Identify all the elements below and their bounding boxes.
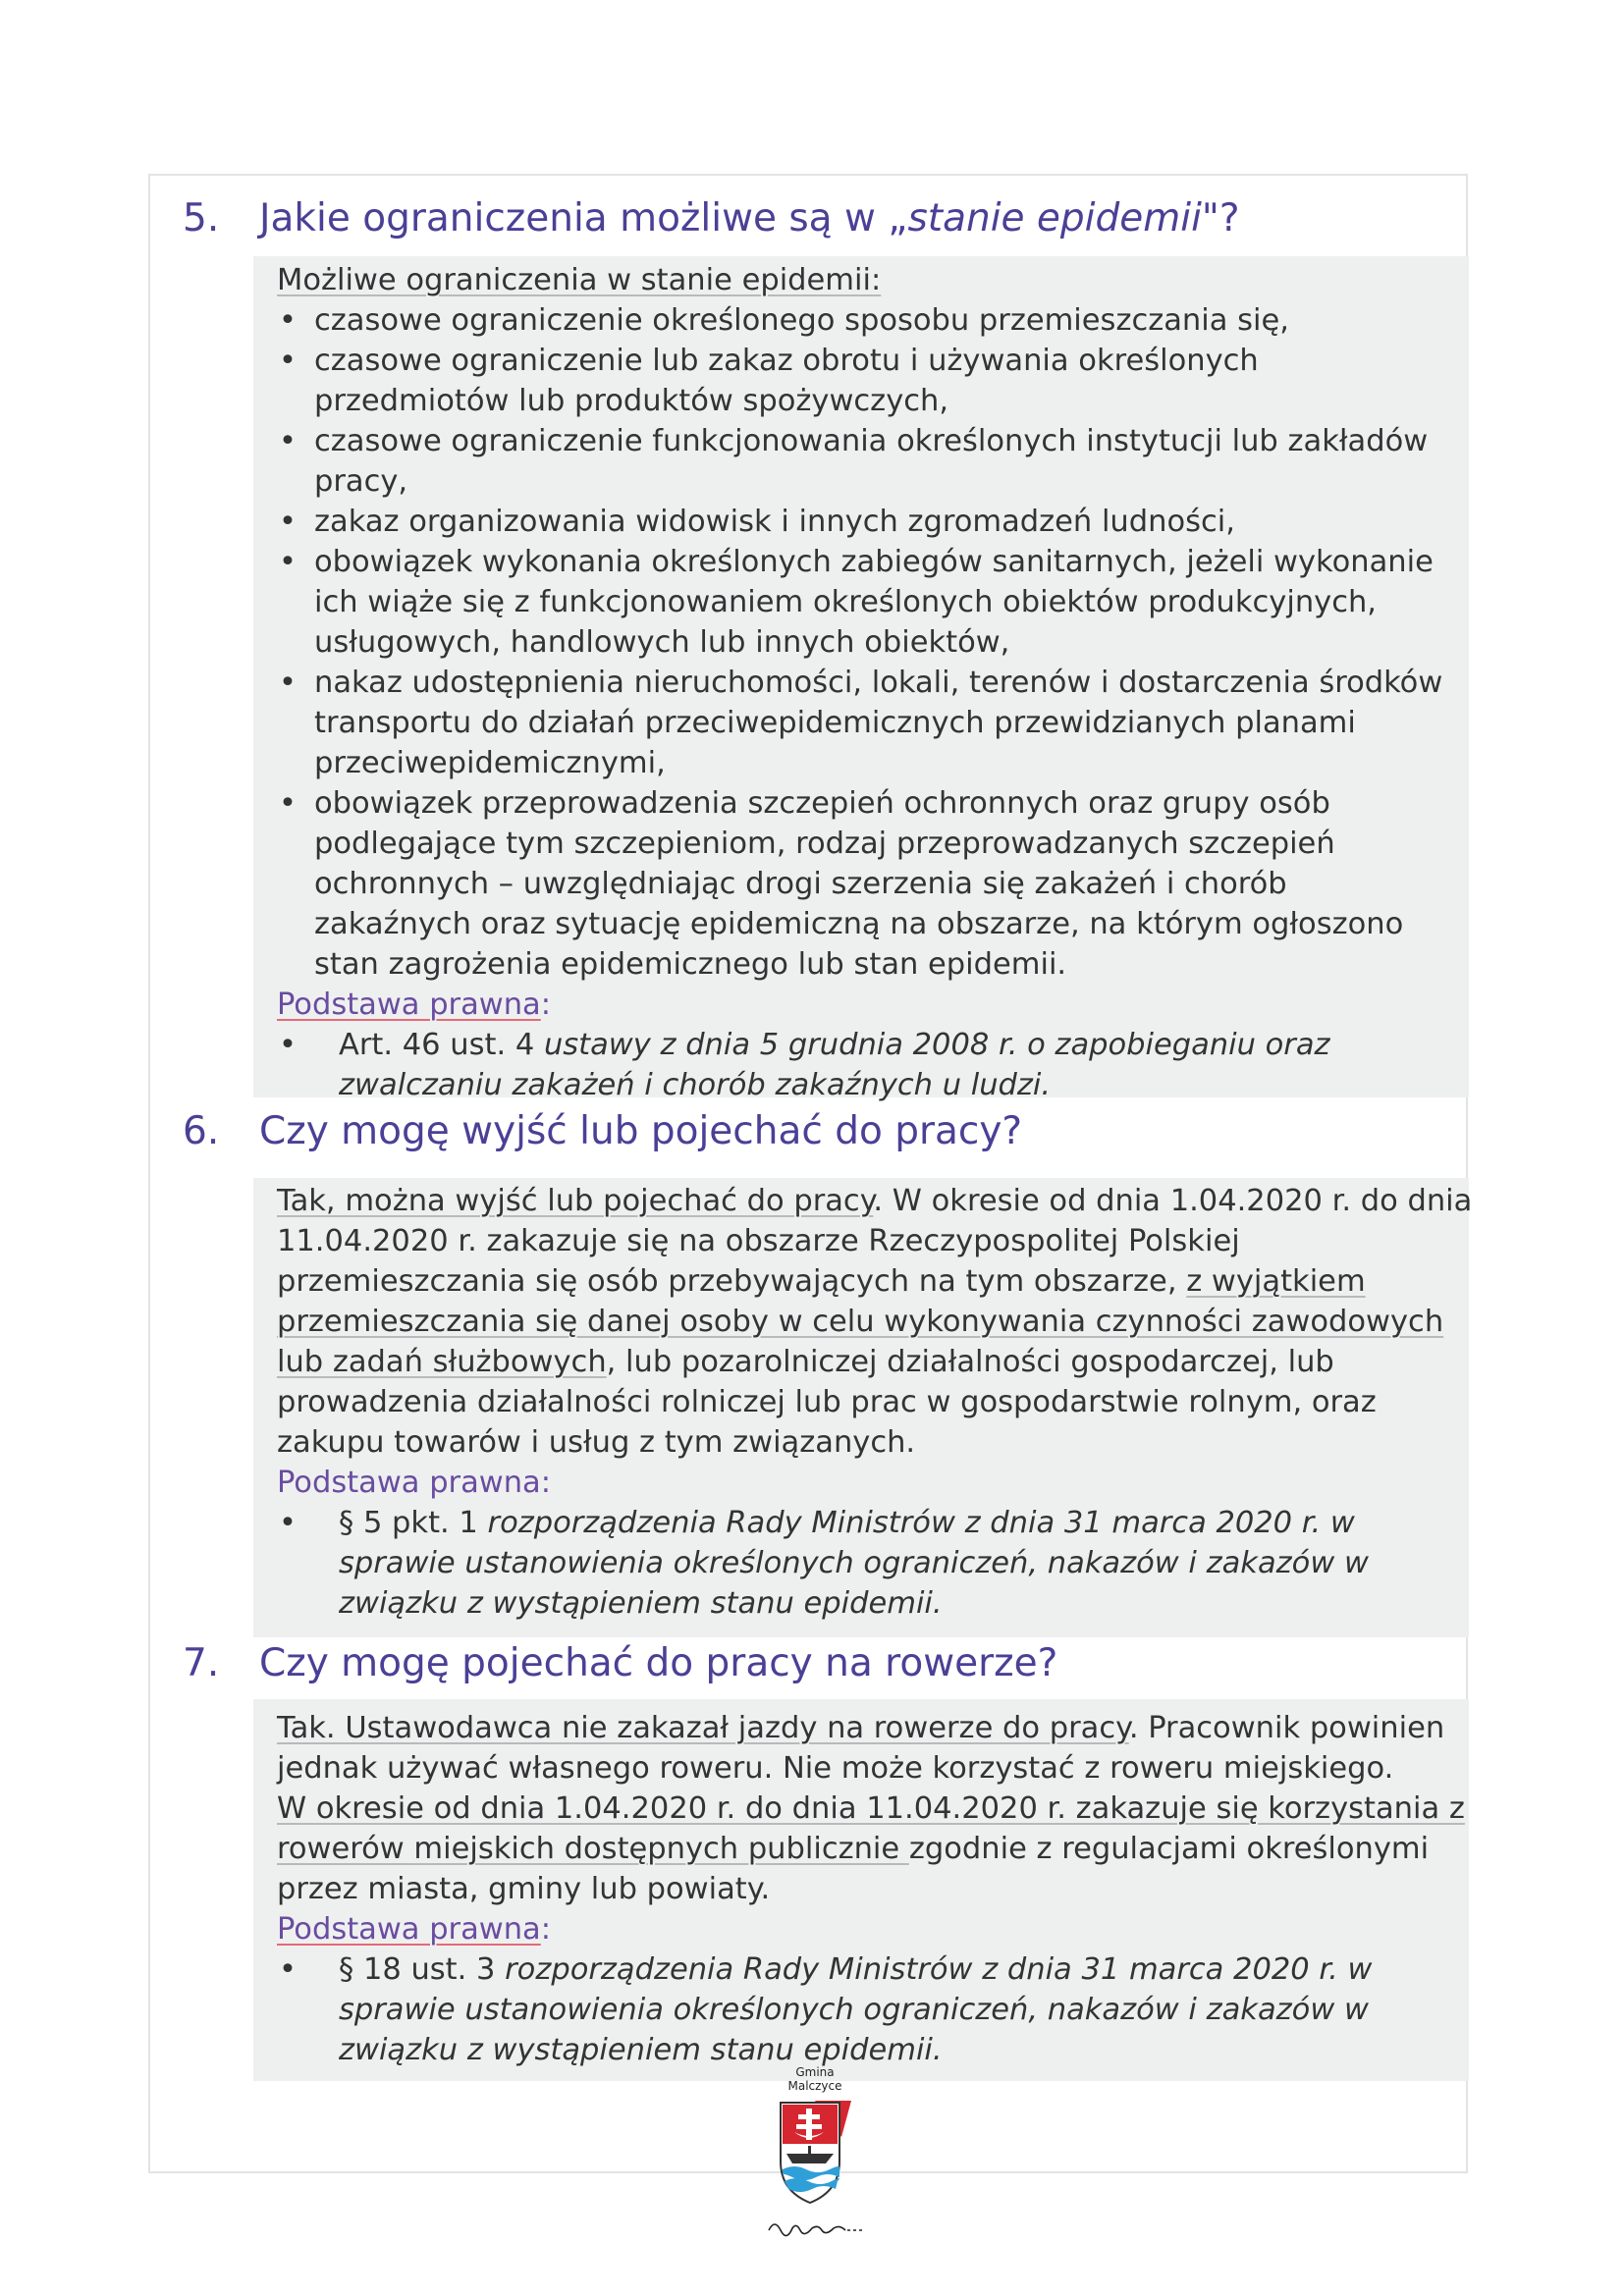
list-item-line: • nakaz udostępnienia nieruchomości, lokali, terenów i dostarczenia środków: [314, 666, 1443, 700]
heading-text: Jakie ograniczenia możliwe są w „: [259, 196, 908, 240]
list-item-line: zakaźnych oraz sytuację epidemiczną na obszarze, na którym ogłoszono: [314, 907, 1404, 941]
reference-article: Art. 46 ust. 4: [339, 1028, 544, 1062]
logo-caption-line: Gmina: [795, 2065, 835, 2079]
reference-act-line: związku z wystąpieniem stanu epidemii.: [339, 1586, 943, 1621]
list-item: [277, 341, 1463, 421]
question-number: 6.: [183, 1109, 220, 1153]
legal-basis-label: [277, 985, 1463, 1025]
answer-line: przez miasta, gminy lub powiaty.: [277, 1872, 771, 1906]
heading-text-end: "?: [1201, 196, 1240, 240]
list-item-line: stan zagrożenia epidemicznego lub stan epidemii.: [314, 947, 1067, 982]
heading-italic-text: stanie epidemii: [907, 196, 1202, 240]
legal-reference: [277, 1949, 1463, 2070]
intro-text: Możliwe ograniczenia w stanie epidemii:: [277, 263, 882, 297]
answer-line: zakupu towarów i usług z tym związanych.: [277, 1425, 916, 1460]
answer-highlight: lub zadań służbowych: [277, 1345, 607, 1379]
list-item: [277, 502, 1463, 542]
reference-act-line: sprawie ustanowienia określonych ograniczeń, nakazów i zakazów w: [339, 1546, 1369, 1580]
answer-text: zgodnie z regulacjami określonymi: [908, 1832, 1430, 1866]
legal-basis-colon: :: [540, 988, 552, 1022]
answer-text: , lub pozarolniczej działalności gospodarczej, lub: [606, 1345, 1334, 1379]
answer-highlight: Tak. Ustawodawca nie zakazał jazdy na rowerze do pracy: [277, 1711, 1129, 1745]
list-item-line: • zakaz organizowania widowisk i innych zgromadzeń ludności,: [314, 505, 1235, 539]
legal-reference: [277, 1503, 1463, 1624]
reference-act-line: rozporządzenia Rady Ministrów z dnia 31 marca 2020 r. w: [505, 1952, 1373, 1987]
question-6-heading: [183, 1108, 1022, 1155]
answer-highlight: z wyjątkiem: [1186, 1264, 1366, 1299]
answer-7-panel: [253, 1699, 1469, 2081]
answer-line: 11.04.2020 r. zakazuje się na obszarze Rzeczypospolitej Polskiej: [277, 1224, 1240, 1258]
answer-line: [277, 1829, 1463, 1869]
list-item-line: przeciwepidemicznymi,: [314, 746, 666, 780]
answer-text: . Pracownik powinien: [1128, 1711, 1445, 1745]
reference-article: § 18 ust. 3: [339, 1952, 506, 1987]
legal-basis-colon: :: [540, 1912, 552, 1947]
reference-act-line: rozporządzenia Rady Ministrów z dnia 31 marca 2020 r. w: [487, 1506, 1355, 1540]
answer-line: jednak używać własnego roweru. Nie może korzystać z roweru miejskiego.: [277, 1751, 1394, 1786]
answer-highlight: przemieszczania się danej osoby w celu wykonywania czynności zawodowych: [277, 1305, 1444, 1339]
list-item-line: • obowiązek wykonania określonych zabiegów sanitarnych, jeżeli wykonanie: [314, 545, 1434, 579]
answer-6-panel: [253, 1178, 1473, 1637]
list-item-line: • obowiązek przeprowadzenia szczepień ochronnych oraz grupy osób: [314, 786, 1330, 821]
list-item: [277, 783, 1463, 985]
question-5-heading: [183, 195, 1240, 242]
reference-act-line: zwalczaniu zakażeń i chorób zakaźnych u ludzi.: [339, 1068, 1052, 1102]
list-item-line: usługowych, handlowych lub innych obiektów,: [314, 625, 1010, 660]
list-item: [277, 421, 1463, 502]
list-item: [277, 663, 1463, 783]
coat-of-arms-icon: [761, 2093, 869, 2250]
list-item-line: pracy,: [314, 464, 408, 499]
legal-basis-label: Podstawa prawna:: [277, 1466, 552, 1500]
reference-act-line: związku z wystąpieniem stanu epidemii.: [339, 2033, 943, 2067]
question-number: 5.: [183, 196, 220, 240]
logo-caption-line: Malczyce: [787, 2079, 842, 2093]
legal-reference: [277, 1025, 1463, 1105]
list-item: [277, 542, 1463, 663]
legal-basis-label: [277, 1909, 1463, 1949]
answer-text: . W okresie od dnia 1.04.2020 r. do dnia: [873, 1184, 1473, 1218]
answer-line: [277, 1261, 1463, 1302]
heading-text: Czy mogę pojechać do pracy na rowerze?: [259, 1641, 1058, 1685]
answer-text: przemieszczania się osób przebywających na tym obszarze,: [277, 1264, 1187, 1299]
list-item-line: • czasowe ograniczenie lub zakaz obrotu i używania określonych: [314, 344, 1259, 378]
answer-line: prowadzenia działalności rolniczej lub prac w gospodarstwie rolnym, oraz: [277, 1385, 1377, 1419]
answer-line: [277, 1342, 1463, 1382]
heading-text: Czy mogę wyjść lub pojechać do pracy?: [259, 1109, 1023, 1153]
list-item-line: podlegające tym szczepieniom, rodzaj przeprowadzanych szczepień: [314, 827, 1335, 861]
list-item-line: ich wiąże się z funkcjonowaniem określonych obiektów produkcyjnych,: [314, 585, 1377, 619]
list-item-line: transportu do działań przeciwepidemicznych przewidzianych planami: [314, 706, 1356, 740]
answer-highlight: Tak, można wyjść lub pojechać do pracy: [277, 1184, 874, 1218]
reference-act-line: sprawie ustanowienia określonych ograniczeń, nakazów i zakazów w: [339, 1993, 1369, 2027]
legal-basis-text: Podstawa prawna: [277, 1912, 541, 1947]
question-7-heading: [183, 1640, 1057, 1687]
reference-article: § 5 pkt. 1: [339, 1506, 488, 1540]
answer-line: [277, 1302, 1463, 1342]
legal-basis-text: Podstawa prawna: [277, 988, 541, 1022]
question-number: 7.: [183, 1641, 220, 1685]
list-item-line: • czasowe ograniczenie określonego sposobu przemieszczania się,: [314, 303, 1289, 338]
municipality-logo: [746, 2065, 884, 2262]
answer-highlight: rowerów miejskich dostępnych publicznie: [277, 1832, 909, 1866]
list-item-line: • czasowe ograniczenie funkcjonowania określonych instytucji lub zakładów: [314, 424, 1429, 458]
answer-line: [277, 1708, 1463, 1748]
answer-highlight: W okresie od dnia 1.04.2020 r. do dnia 11.04.2020 r. zakazuje się korzystania z: [277, 1791, 1465, 1826]
answer-line: [277, 1789, 1463, 1829]
answer-5-panel: [253, 256, 1469, 1102]
list-item-line: ochronnych – uwzględniając drogi szerzenia się zakażeń i chorób: [314, 867, 1287, 901]
reference-act-line: ustawy z dnia 5 grudnia 2008 r. o zapobieganiu oraz: [543, 1028, 1330, 1062]
intro-line: [277, 260, 1463, 300]
list-item: [277, 300, 1463, 341]
answer-line: [277, 1181, 1473, 1221]
list-item-line: przedmiotów lub produktów spożywczych,: [314, 384, 949, 418]
